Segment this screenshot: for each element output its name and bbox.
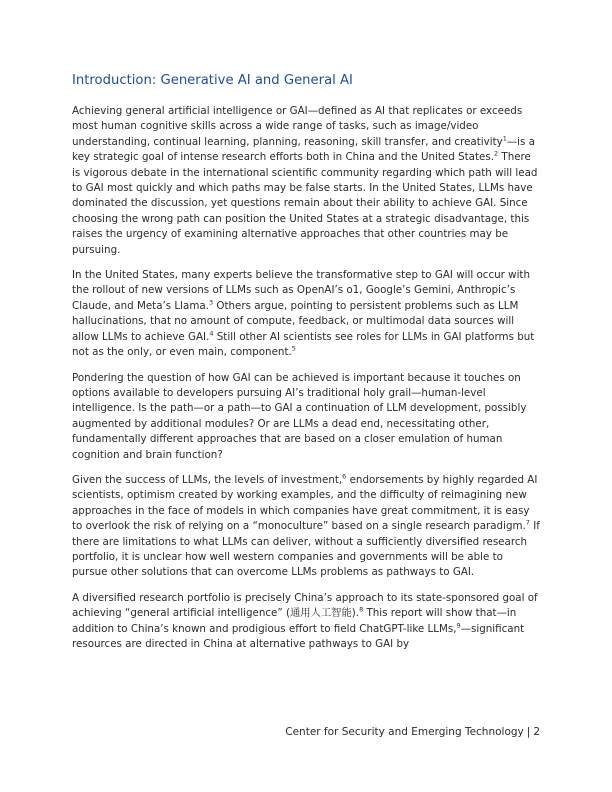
document-page	[72, 72, 540, 662]
paragraph-text: —significant resources are directed in China at alternative pathways to GAI by	[72, 622, 525, 650]
paragraph-text: A diversified research portfolio is precisely China’s approach to its state-sponsored goal of achieving “general artificial intelligence” (通用人工智能).	[72, 591, 538, 620]
paragraph-text: In the United States, many experts believe the transformative step to GAI will occur with the rollout of new versions of LLMs such as OpenAI’s o1, Google’s Gemini, Anthropic’s Claude, and Meta’s Llama.	[72, 269, 530, 312]
footnote-marker: 6	[342, 472, 347, 481]
paragraph-text: There is vigorous debate in the international scientific community regarding which path will lead to GAI most quickly and which paths may be false starts. In the United States, LLMs have dominated the discussion, yet questions remain about their ability to achieve GAI. Since choosing the wrong path can position the United States at a strategic disadvantage, this raises the urgency of examining alternative approaches that other countries may be pursuing.	[72, 151, 538, 256]
body-paragraph	[72, 591, 540, 653]
footnote-marker: 1	[502, 134, 507, 143]
paragraph-text: —is a key strategic goal of intense research efforts both in China and the United States.	[72, 135, 535, 164]
body-paragraph	[72, 104, 540, 258]
paragraph-text: Others argue, pointing to persistent problems such as LLM hallucinations, that no amount of compute, feedback, or multimodal data sources will allow LLMs to achieve GAI.	[72, 299, 519, 343]
footer-separator: |	[526, 726, 531, 738]
footnote-marker: 3	[208, 298, 214, 307]
paragraph-text: Pondering the question of how GAI can be achieved is important because it touches on options available to developers pursuing AI’s traditional holy grail—human-level intelligence. Is the path—or a path—to GAI a continuation of LLM development, possibly augmented by additional modules? Or are LLMs a dead end, necessitating other, fundamentally different approaches that are based on a closer emulation of human cognition and brain function?	[72, 371, 527, 461]
page-footer	[285, 725, 540, 739]
body-paragraph	[72, 268, 540, 360]
footnote-marker: 8	[359, 605, 364, 614]
paragraph-text: Still other AI scientists see roles for LLMs in GAI platforms but not as the only, or even main, component.	[72, 330, 535, 359]
footnote-marker: 9	[456, 621, 461, 630]
paragraph-text: This report will show that—in addition to China’s known and prodigious effort to field ChatGPT-like LLMs,	[72, 607, 517, 635]
body-text	[72, 104, 540, 652]
paragraph-text: Given the success of LLMs, the levels of investment,	[72, 473, 343, 486]
footnote-marker: 2	[493, 149, 499, 158]
footnote-marker: 5	[291, 344, 296, 353]
footnote-marker: 4	[209, 329, 214, 338]
section-heading: Introduction: Generative AI and General AI	[72, 73, 353, 88]
body-paragraph	[72, 371, 540, 463]
footer-organization: Center for Security and Emerging Technology	[285, 726, 524, 738]
body-paragraph	[72, 473, 540, 581]
page-number: 2	[533, 726, 540, 738]
paragraph-text: Achieving general artificial intelligence or GAI—defined as AI that replicates or exceeds most human cognitive skills across a wide range of tasks, such as image/video understanding, continual learning, planning, reasoning, skill transfer, and creativity	[72, 105, 523, 148]
footnote-marker: 7	[525, 518, 530, 527]
paragraph-text: endorsements by highly regarded AI scientists, optimism created by working examples, and the difficulty of reimagining new approaches in the face of models in which companies have great commitment, it is easy to overlook the risk of relying on a “monoculture” based on a single research paradigm.	[72, 473, 538, 533]
paragraph-text: If there are limitations to what LLMs can deliver, without a sufficiently diversified research portfolio, it is unclear how well western companies and governments will be able to pursue other solutions that can overcome LLMs problems as pathways to GAI.	[72, 520, 540, 579]
